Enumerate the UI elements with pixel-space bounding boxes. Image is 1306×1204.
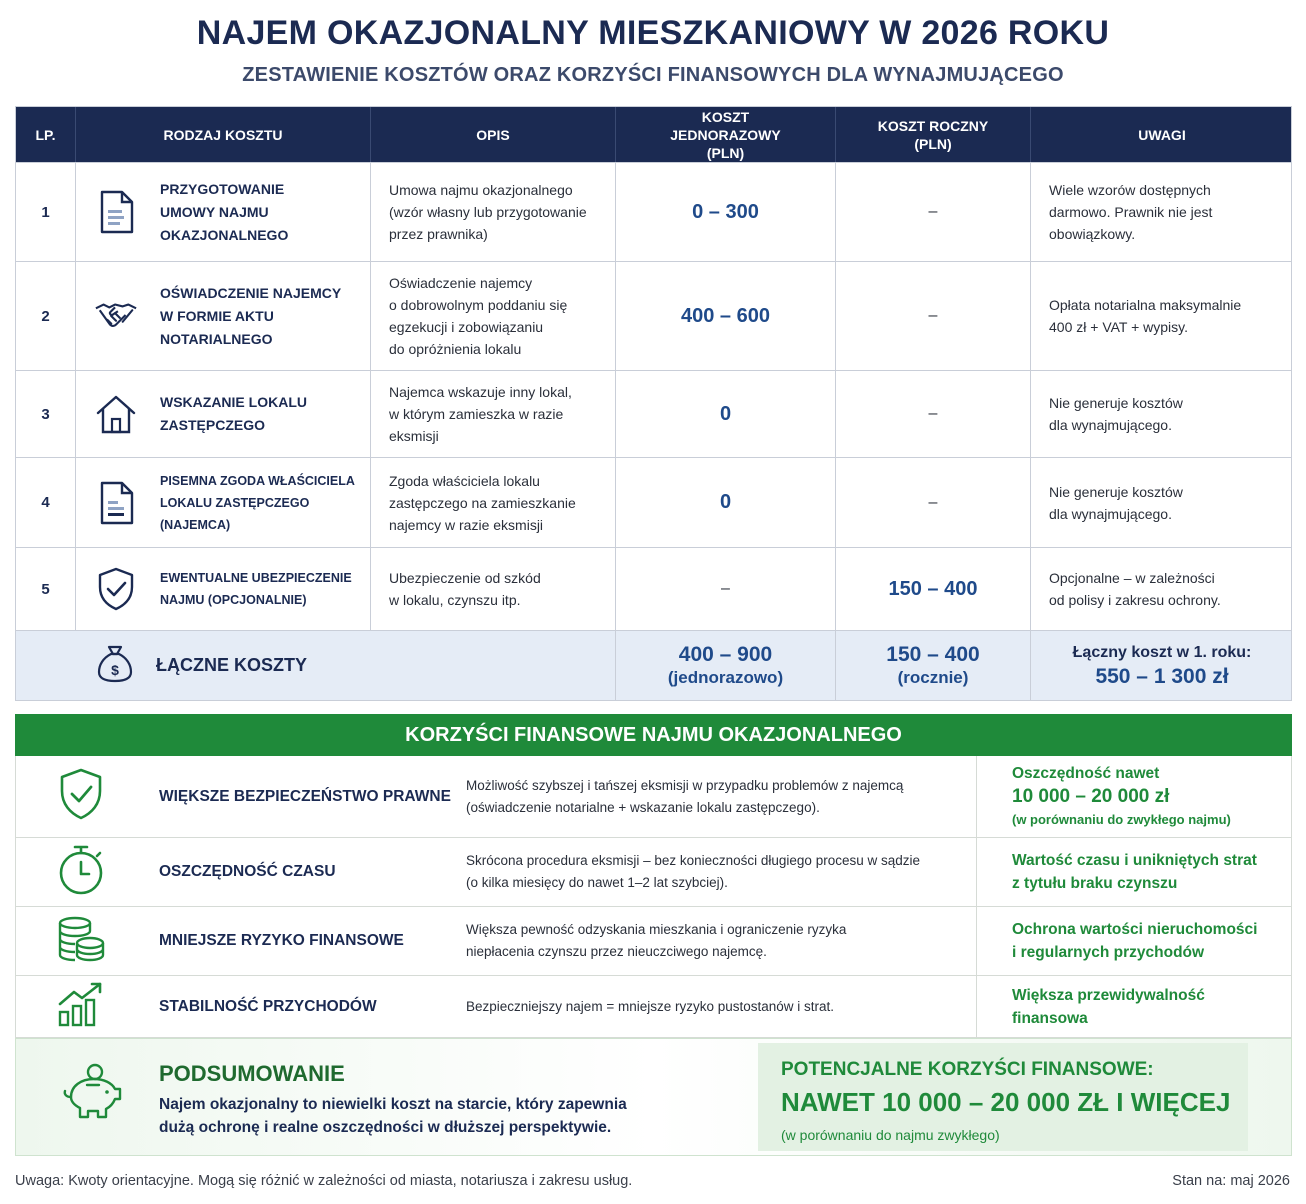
annual-cost: –	[836, 163, 1031, 261]
table-row	[16, 370, 1291, 457]
benefit-row	[16, 756, 1291, 837]
table-row	[16, 261, 1291, 370]
table-row	[16, 162, 1291, 261]
summary-highlight-box	[758, 1043, 1248, 1151]
table-row	[16, 457, 1291, 547]
first-year-value: 550 – 1 300 zł	[1095, 664, 1229, 688]
benefit-value: Większa przewidywalność finansowa	[976, 976, 1293, 1037]
col-header-notes: UWAGI	[1138, 126, 1186, 143]
page-title: NAJEM OKAZJONALNY MIESZKANIOWY W 2026 ROKU	[196, 14, 1110, 52]
coins-icon	[56, 915, 106, 968]
cost-type-label: WSKAZANIE LOKALU ZASTĘPCZEGO	[160, 394, 307, 433]
summary-panel	[15, 1038, 1292, 1156]
growth-chart-icon	[56, 980, 106, 1033]
cost-type-label: PISEMNA ZGODA WŁAŚCICIELA LOKALU ZASTĘPCZEGO (NAJEMCA)	[160, 473, 355, 532]
benefits-heading: KORZYŚCI FINANSOWE NAJMU OKAZJONALNEGO	[15, 714, 1292, 756]
document-icon	[94, 190, 138, 234]
summary-text: Najem okazjonalny to niewielki koszt na starcie, który zapewnia dużą ochronę i realne oszczędności w dłuższej perspektywie.	[159, 1096, 627, 1136]
annual-cost: –	[836, 458, 1031, 547]
col-header-type: RODZAJ KOSZTU	[76, 107, 371, 162]
cost-description: Zgoda właściciela lokalu zastępczego na zamieszkanie najemcy w razie eksmisji	[371, 458, 616, 547]
col-header-one-time: KOSZT JEDNORAZOWY (PLN)	[616, 107, 836, 162]
one-time-cost: –	[616, 548, 836, 630]
cost-type-label: OŚWIADCZENIE NAJEMCY W FORMIE AKTU NOTARIALNEGO	[160, 284, 342, 347]
summary-box-heading: POTENCJALNE KORZYŚCI FINANSOWE:	[781, 1059, 1154, 1080]
benefit-label: MNIEJSZE RYZYKO FINANSOWE	[159, 932, 404, 949]
col-header-annual: KOSZT ROCZNY (PLN)	[836, 107, 1031, 162]
cost-note: Wiele wzorów dostępnych darmowo. Prawnik nie jest obowiązkowy.	[1049, 182, 1213, 242]
row-number: 3	[16, 371, 76, 457]
one-time-cost: 0	[616, 458, 836, 547]
handshake-icon	[94, 294, 138, 338]
total-one-time-unit: (jednorazowo)	[667, 668, 784, 687]
benefit-description: Bezpieczniejszy najem = mniejsze ryzyko pustostanów i strat.	[466, 998, 835, 1014]
document-icon	[94, 481, 138, 525]
stopwatch-icon	[57, 844, 105, 901]
piggy-bank-icon	[61, 1063, 125, 1134]
annual-cost: –	[836, 371, 1031, 457]
page-subtitle: ZESTAWIENIE KOSZTÓW ORAZ KORZYŚCI FINANSOWYCH DLA WYNAJMUJĄCEGO	[242, 64, 1064, 86]
one-time-cost: 0 – 300	[616, 163, 836, 261]
one-time-cost: 0	[616, 371, 836, 457]
cost-description: Umowa najmu okazjonalnego (wzór własny lub przygotowanie przez prawnika)	[371, 163, 616, 261]
footer-note: Uwaga: Kwoty orientacyjne. Mogą się różnić w zależności od miasta, notariusza i zakresu usług.	[15, 1173, 633, 1189]
benefit-description: Skrócona procedura eksmisji – bez konieczności długiego procesu w sądzie (o kilka miesięcy do nawet 1–2 lat szybciej).	[466, 853, 920, 890]
cost-type-label: EWENTUALNE UBEZPIECZENIE NAJMU (OPCJONALNIE)	[160, 571, 352, 607]
benefit-label: WIĘKSZE BEZPIECZEŃSTWO PRAWNE	[159, 787, 451, 805]
table-row	[16, 547, 1291, 630]
house-icon	[94, 392, 138, 436]
col-header-desc: OPIS	[371, 107, 616, 162]
row-number: 2	[16, 262, 76, 370]
total-annual: 150 – 400	[886, 643, 980, 666]
cost-description: Ubezpieczenie od szkód w lokalu, czynszu itp.	[371, 548, 616, 630]
total-label: ŁĄCZNE KOSZTY	[156, 655, 307, 675]
shield-check-icon	[58, 768, 104, 825]
summary-title: PODSUMOWANIE	[159, 1061, 345, 1086]
benefit-value: Oszczędność nawet 10 000 – 20 000 zł (w porównaniu do zwykłego najmu)	[976, 756, 1293, 837]
cost-note: Opcjonalne – w zależności od polisy i zakresu ochrony.	[1049, 570, 1221, 608]
one-time-cost: 400 – 600	[616, 262, 836, 370]
footer-date: Stan na: maj 2026	[1172, 1173, 1290, 1189]
money-bag-icon	[96, 643, 134, 688]
annual-cost: 150 – 400	[836, 548, 1031, 630]
total-one-time: 400 – 900	[678, 643, 773, 666]
row-number: 4	[16, 458, 76, 547]
cost-description: Oświadczenie najemcy o dobrowolnym poddaniu się egzekucji i zobowiązaniu do opróżnienia lokalu	[371, 262, 616, 370]
benefit-value: Wartość czasu i unikniętych strat z tytułu braku czynszu	[976, 838, 1293, 906]
benefits-table	[15, 756, 1292, 1038]
total-row	[16, 630, 1291, 700]
row-number: 1	[16, 163, 76, 261]
benefit-row	[16, 906, 1291, 975]
cost-note: Opłata notarialna maksymalnie 400 zł + VAT + wypisy.	[1049, 297, 1242, 335]
benefit-description: Większa pewność odzyskania mieszkania i ograniczenie ryzyka niepłacenia czynszu przez nieuczciwego najemcę.	[466, 922, 847, 959]
benefit-description: Możliwość szybszej i tańszej eksmisji w przypadku problemów z najemcą (oświadczenie notarialne + wskazanie lokalu zastępczego).	[466, 777, 904, 815]
cost-type-label: PRZYGOTOWANIE UMOWY NAJMU OKAZJONALNEGO	[160, 180, 289, 243]
total-annual-unit: (rocznie)	[897, 668, 969, 687]
cost-table	[15, 106, 1292, 701]
cost-note: Nie generuje kosztów dla wynajmującego.	[1049, 395, 1183, 433]
annual-cost: –	[836, 262, 1031, 370]
benefit-row	[16, 837, 1291, 906]
svg-text:$: $	[111, 662, 119, 678]
benefit-row	[16, 975, 1291, 1037]
summary-box-note: (w porównaniu do najmu zwykłego)	[781, 1127, 1000, 1143]
benefit-label: STABILNOŚĆ PRZYCHODÓW	[159, 997, 377, 1015]
summary-box-value: NAWET 10 000 – 20 000 ZŁ I WIĘCEJ	[781, 1087, 1231, 1117]
cost-description: Najemca wskazuje inny lokal, w którym zamieszka w razie eksmisji	[371, 371, 616, 457]
row-number: 5	[16, 548, 76, 630]
benefit-label: OSZCZĘDNOŚĆ CZASU	[159, 863, 336, 880]
cost-table-header	[16, 107, 1291, 162]
cost-note: Nie generuje kosztów dla wynajmującego.	[1049, 483, 1183, 522]
shield-check-icon	[94, 567, 138, 611]
benefit-value: Ochrona wartości nieruchomości i regularnych przychodów	[976, 907, 1293, 975]
col-header-lp: LP.	[16, 107, 76, 162]
first-year-label: Łączny koszt w 1. roku:	[1072, 643, 1252, 661]
